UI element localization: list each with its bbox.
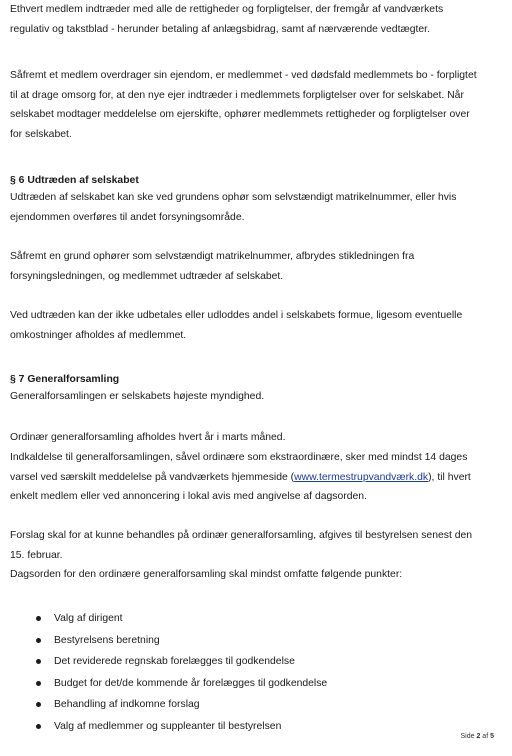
website-link[interactable]: www.termestrupvandværk.dk xyxy=(294,471,429,483)
paragraph-plot-ceases: Såfremt en grund ophører som selvstændigt matrikelnummer, afbrydes stikledningen fra forsyningsledningen, og medlemmet udtræder af selskabet. xyxy=(10,251,415,282)
list-item xyxy=(36,630,476,652)
paragraph-no-payout: Ved udtræden kan der ikke udbetales eller udloddes andel i selskabets formue, ligesom eventuelle omkostninger afholdes af medlemmet. xyxy=(10,310,463,341)
agenda-item-label: Valg af medlemmer og suppleanter til bestyrelsen xyxy=(54,720,282,732)
agenda-item-label: Behandling af indkomne forslag xyxy=(54,699,200,710)
list-item xyxy=(36,608,476,630)
bullet-icon xyxy=(36,681,41,686)
bullet-icon xyxy=(36,616,41,621)
list-item xyxy=(36,673,476,695)
list-item xyxy=(36,694,476,716)
section-7-heading: § 7 Generalforsamling xyxy=(10,374,120,385)
agenda-item-label: Budget for det/de kommende år forelægges til godkendelse xyxy=(54,677,328,689)
page-of: af xyxy=(482,733,489,740)
bullet-icon xyxy=(36,724,41,729)
page-current: 2 xyxy=(476,733,481,740)
section-6-heading: § 6 Udtræden af selskabet xyxy=(10,175,139,186)
paragraph-property-transfer: Såfremt et medlem overdrager sin ejendom, er medlemmet - ved dødsfald medlemmets bo - forpligtet til at drage omsorg for, at den nye ejer indtræder i medlemmets forpligtelser over for selskabet. Når selskabet modtager meddelelse om ejerskifte, ophører medlemmets rettigheder og forpligtelser over for selskabet. xyxy=(10,70,477,140)
paragraph-agenda-intro: Dagsorden for den ordinære generalforsamling skal mindst omfatte følgende punkter: xyxy=(10,569,403,580)
bullet-icon xyxy=(36,638,41,643)
page-prefix: Side xyxy=(460,733,475,740)
bullet-icon xyxy=(36,702,41,707)
paragraph-withdrawal-conditions: Udtræden af selskabet kan ske ved grundens ophør som selvstændigt matrikelnummer, eller hvis ejendommen overføres til andet forsyningsområde. xyxy=(10,192,457,223)
list-item xyxy=(36,651,476,673)
agenda-item-label: Valg af dirigent xyxy=(54,613,123,624)
paragraph-annual-meeting: Ordinær generalforsamling afholdes hvert år i marts måned. xyxy=(10,432,286,443)
page-number xyxy=(460,733,494,740)
page-total: 5 xyxy=(490,733,494,740)
agenda-item-label: Det reviderede regnskab forelægges til godkendelse xyxy=(54,656,295,667)
paragraph-notice xyxy=(10,448,480,507)
bullet-icon xyxy=(36,659,41,664)
agenda-item-label: Bestyrelsens beretning xyxy=(54,634,160,646)
paragraph-highest-authority: Generalforsamlingen er selskabets højeste myndighed. xyxy=(10,391,265,402)
notice-text-start: Indkaldelse til generalforsamlingen, såvel ordinære som ekstraordinære, sker med mindst 14 dages varsel ved særskilt meddelelse på vandværkets hjemmeside ( xyxy=(10,452,468,483)
agenda-list xyxy=(36,608,476,737)
notice-text-end: ), til hvert enkelt medlem eller ved annoncering i lokal avis med angivelse af dagsorden. xyxy=(10,471,471,502)
paragraph-membership-rights: Ethvert medlem indtræder med alle de rettigheder og forpligtelser, der fremgår af vandværkets regulativ og takstblad - herunder betaling af anlægsbidrag, samt af nærværende vedtægter. xyxy=(10,4,444,35)
list-item xyxy=(36,716,476,738)
paragraph-proposals-deadline: Forslag skal for at kunne behandles på ordinær generalforsamling, afgives til bestyrelsen senest den 15. februar. xyxy=(10,530,473,561)
